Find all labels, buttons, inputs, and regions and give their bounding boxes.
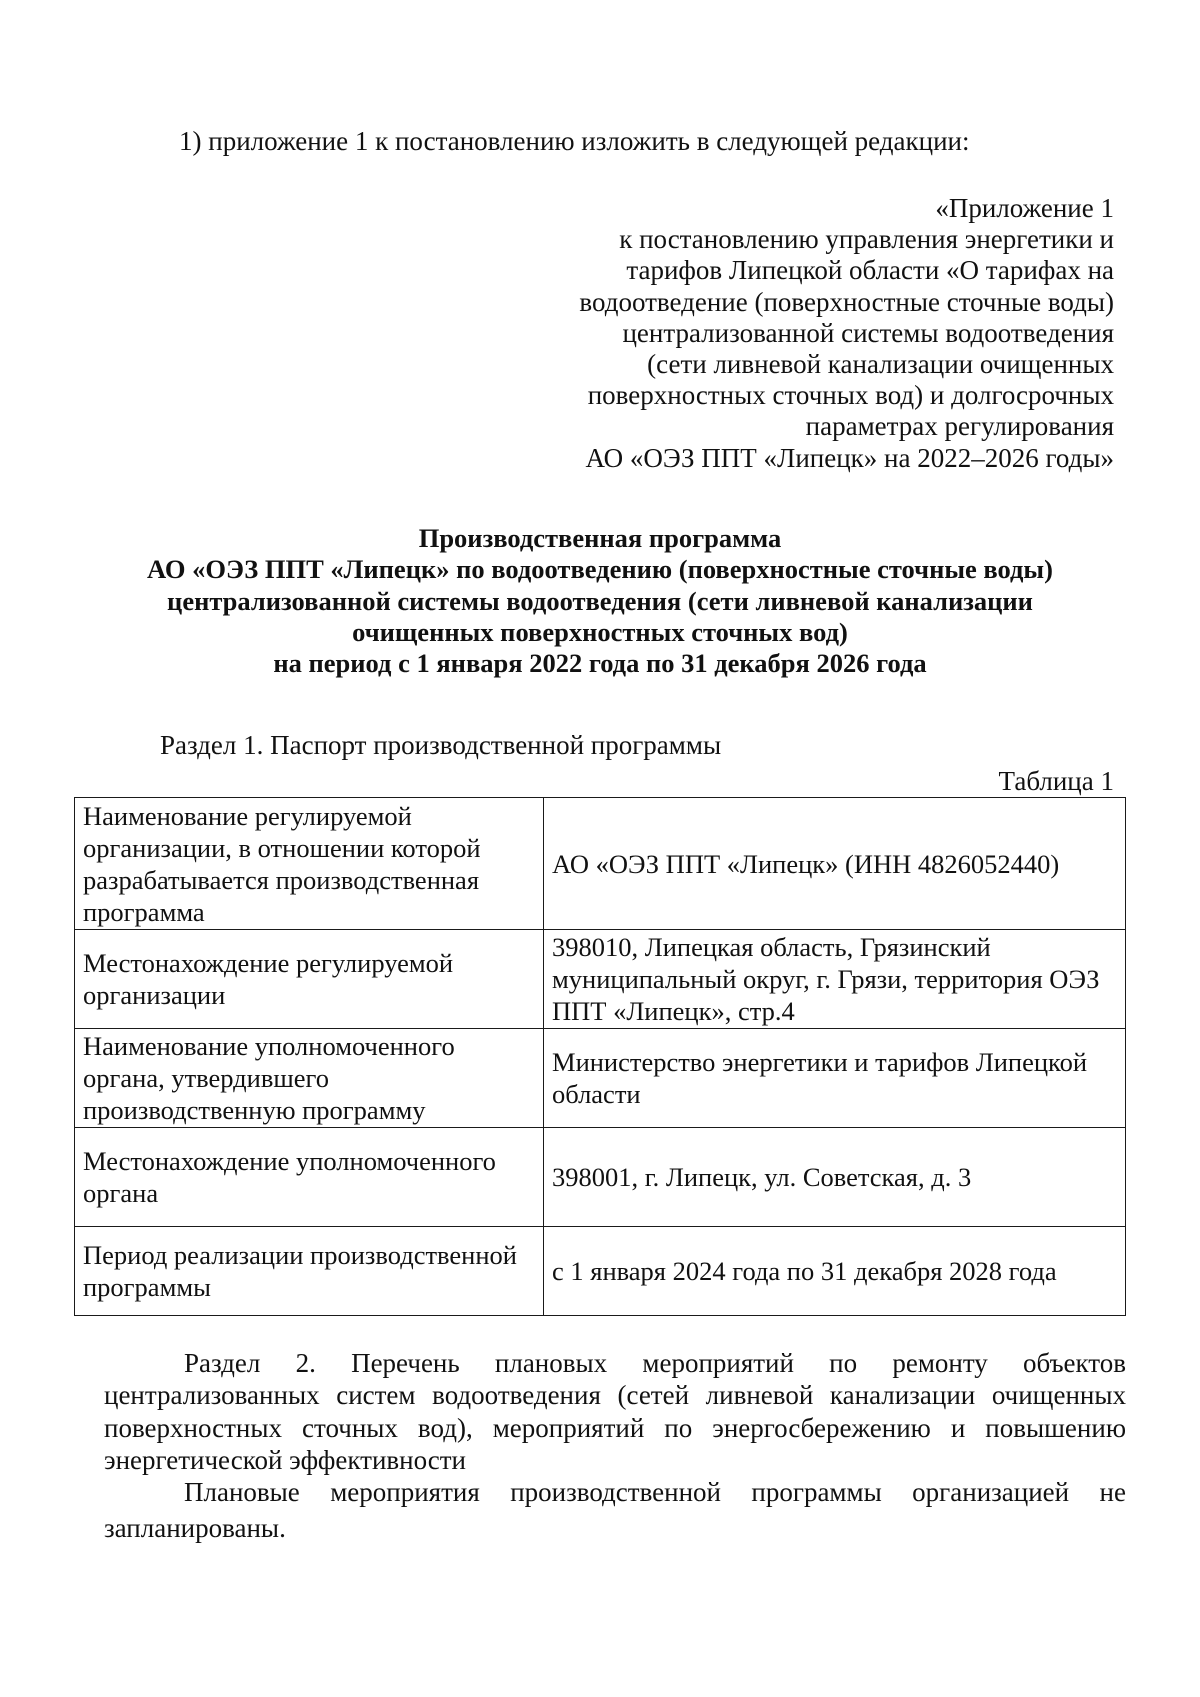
row-value: 398010, Липецкая область, Грязинский муниципальный округ, г. Грязи, территория ОЭЗ ППТ «Липецк», стр.4 [544, 930, 1126, 1029]
appendix-line: тарифов Липецкой области «О тарифах на [626, 255, 1114, 286]
title-line: на период с 1 января 2022 года по 31 декабря 2026 года [273, 648, 927, 679]
table-row [75, 1227, 1126, 1316]
table-caption: Таблица 1 [998, 766, 1114, 796]
document-title [60, 523, 1140, 679]
appendix-line: АО «ОЭЗ ППТ «Липецк» на 2022–2026 годы» [585, 442, 1114, 473]
planned-activities-paragraph: Плановые мероприятия производственной программы организацией не запланированы. [104, 1477, 1126, 1543]
passport-table [74, 797, 1126, 1316]
row-value: АО «ОЭЗ ППТ «Липецк» (ИНН 4826052440) [544, 798, 1126, 930]
title-line: централизованной системы водоотведения (сети ливневой канализации [167, 585, 1033, 616]
title-line: АО «ОЭЗ ППТ «Липецк» по водоотведению (поверхностные сточные воды) [147, 554, 1053, 585]
appendix-line: «Приложение 1 [935, 193, 1114, 223]
appendix-line: водоотведение (поверхностные сточные воды) [579, 286, 1114, 317]
row-value: 398001, г. Липецк, ул. Советская, д. 3 [544, 1128, 1126, 1227]
section1-heading: Раздел 1. Паспорт производственной программы [160, 730, 722, 760]
appendix-line: поверхностных сточных вод) и долгосрочных [587, 380, 1114, 411]
appendix-line: централизованной системы водоотведения [622, 317, 1114, 348]
appendix-line: к постановлению управления энергетики и [619, 224, 1114, 255]
intro-paragraph: 1) приложение 1 к постановлению изложить в следующей редакции: [179, 126, 970, 156]
row-label: Местонахождение уполномоченного органа [75, 1128, 544, 1227]
row-value: Министерство энергетики и тарифов Липецкой области [544, 1029, 1126, 1128]
row-value: с 1 января 2024 года по 31 декабря 2028 года [544, 1227, 1126, 1316]
appendix-line: параметрах регулирования [805, 411, 1114, 442]
table-row [75, 798, 1126, 930]
section2-paragraph: Раздел 2. Перечень плановых мероприятий по ремонту объектов централизованных систем водоотведения (сетей ливневой канализации очищенных поверхностных сточных вод), мероприятий по энергосбережению и повышению энергетической эффективности [104, 1348, 1126, 1475]
title-line: очищенных поверхностных сточных вод) [352, 616, 848, 647]
row-label: Наименование уполномоченного органа, утвердившего производственную программу [75, 1029, 544, 1128]
table-row [75, 1128, 1126, 1227]
row-label: Наименование регулируемой организации, в отношении которой разрабатывается производственная программа [75, 798, 544, 930]
row-label: Местонахождение регулируемой организации [75, 930, 544, 1029]
title-line: Производственная программа [418, 523, 782, 553]
appendix-heading [494, 193, 1114, 474]
appendix-line: (сети ливневой канализации очищенных [647, 349, 1114, 380]
row-label: Период реализации производственной программы [75, 1227, 544, 1316]
table-row [75, 1029, 1126, 1128]
table-row [75, 930, 1126, 1029]
